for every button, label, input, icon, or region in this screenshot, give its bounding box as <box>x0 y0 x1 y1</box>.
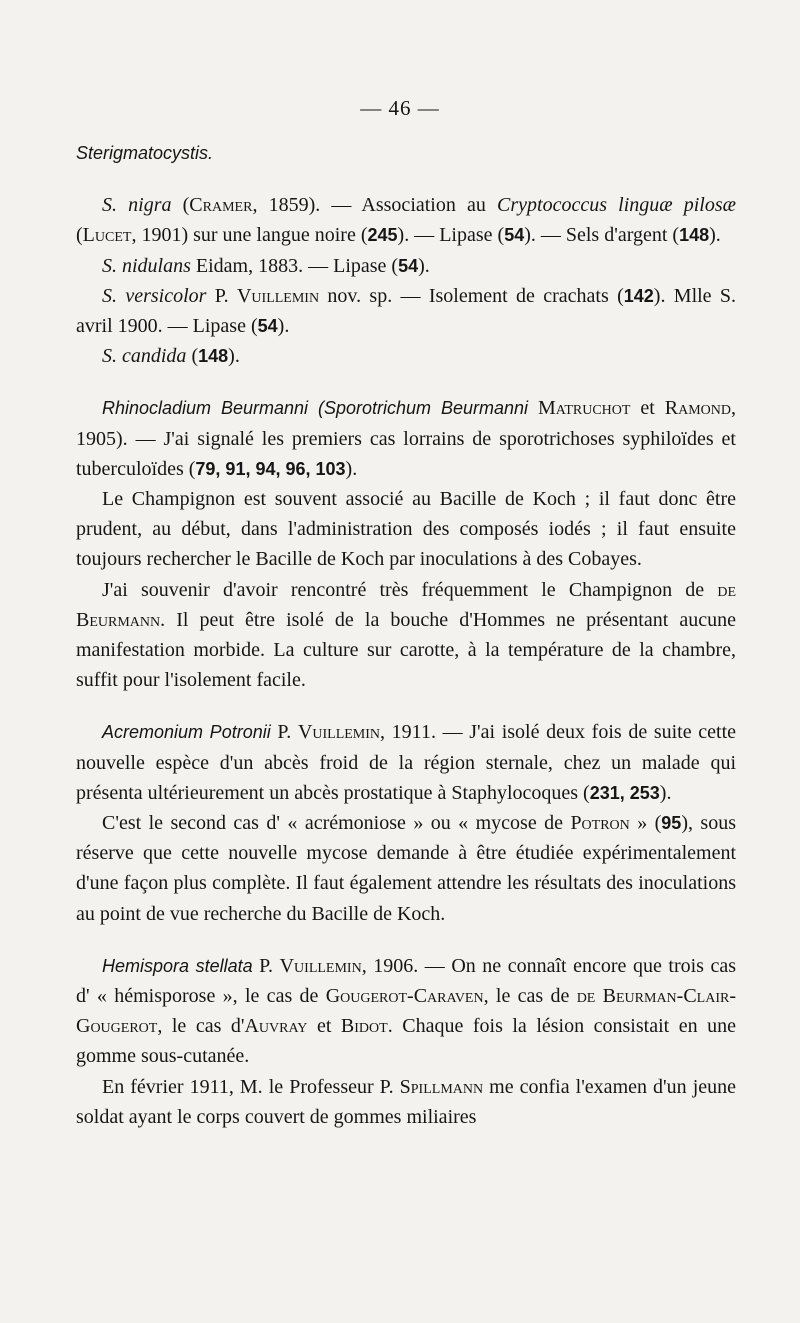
section-rhinocladium: Rhinocladium Beurmanni (Sporotrichum Beurmanni Matruchot et Ramond, 1905). — J'ai signalé les premiers cas lorrains de sporotrichoses syphiloïdes et tuberculoïdes (79, 91, 94, 96, 103). <box>76 397 737 480</box>
paragraph: En février 1911, M. le Professeur P. Spillmann me confia l'examen d'un jeune soldat ayant le corps couvert de gommes miliaires <box>76 1075 737 1128</box>
paragraph: Le Champignon est souvent associé au Bacille de Koch ; il faut donc être prudent, au début, dans l'administration des composés iodés ; il faut ensuite toujours rechercher le Bacille de Koch par inoculations à des Cobayes. <box>76 488 736 571</box>
paragraph: C'est le second cas d' « acrémoniose » ou « mycose de Potron » (95), sous réserve que cette nouvelle mycose demande à être étudiée expérimentalement d'une façon plus complète. Il faut également attendre les résultats des inoculations au point de vue recherche du Bacille de Koch. <box>76 812 736 925</box>
genus-heading: Acremonium Potronii <box>102 722 271 743</box>
entry-s-versicolor: S. versicolor P. Vuillemin nov. sp. — Isolement de crachats (142). Mlle S. avril 1900. — Lipase (54). <box>76 284 737 338</box>
entry-s-candida: S. candida (148). <box>102 345 240 368</box>
paragraph: J'ai souvenir d'avoir rencontré très fréquemment le Champignon de de Beurmann. Il peut être isolé de la bouche d'Hommes ne présentant aucune manifestation morbide. La culture sur carotte, à la température de la chambre, suffit pour l'isolement facile. <box>76 578 736 692</box>
section-heading-sterigmatocystis <box>76 138 736 168</box>
section-hemispora: Hemispora stellata P. Vuillemin, 1906. — On ne connaît encore que trois cas d' « hémisporose », le cas de Gougerot-Caraven, le cas de de Beurman-Clair-Gougerot, le cas d'Auvray et Bidot. Chaque fois la lésion consistait en une gomme sous-cutanée. <box>76 954 737 1068</box>
section-acremonium: Acremonium Potronii P. Vuillemin, 1911. — J'ai isolé deux fois de suite cette nouvelle espèce d'un abcès froid de la région sternale, chez un malade qui présenta ultérieurement un abcès prostatique à Staphylocoques (231, 253). <box>76 721 737 804</box>
genus-heading: Rhinocladium Beurmanni (Sporotrichum Beurmanni <box>102 398 529 419</box>
entry-s-nidulans: S. nidulans Eidam, 1883. — Lipase (54). <box>102 254 430 277</box>
genus-heading: Hemispora stellata <box>102 955 253 976</box>
entry-s-nigra: S. nigra (Cramer, 1859). — Association au Cryptococcus linguæ pilosæ (Lucet, 1901) sur une langue noire (245). — Lipase (54). — Sels d'argent (148). <box>76 194 736 247</box>
page-body <box>76 138 736 1132</box>
page-number: — 46 — <box>360 96 440 120</box>
genus-heading: Sterigmatocystis. <box>76 143 214 163</box>
